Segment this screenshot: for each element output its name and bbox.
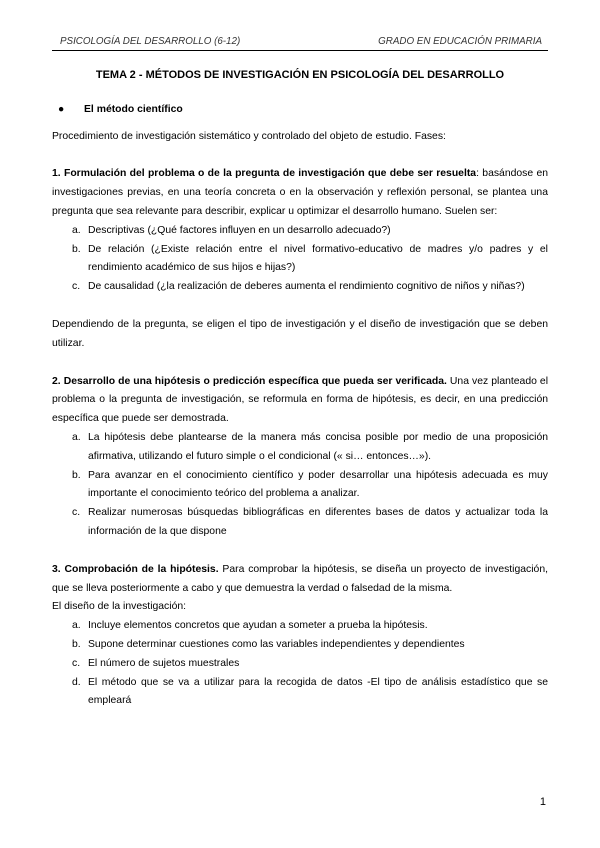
section2-list	[52, 429, 548, 542]
section1-after-paragraph: Dependiendo de la pregunta, se eligen el tipo de investigación y el diseño de investigación que se deben utilizar.	[52, 318, 548, 349]
section2-text: Una vez planteado el problema o la pregunta de investigación, se reformula en forma de hipótesis, es decir, en una predicción específica que puede ser demostrada.	[52, 375, 548, 425]
bullet-heading-text: El método científico	[84, 103, 183, 115]
section2-heading: 2. Desarrollo de una hipótesis o predicción específica que pueda ser verificada.	[52, 375, 447, 387]
list-item-text: Realizar numerosas búsquedas bibliográficas en diferentes bases de datos y actualizar toda la información de la que dispone	[88, 507, 548, 537]
list-item	[52, 241, 548, 279]
list-item-text: Descriptivas (¿Qué factores influyen en un desarrollo adecuado?)	[88, 224, 391, 236]
document-title: TEMA 2 - MÉTODOS DE INVESTIGACIÓN EN PSICOLOGÍA DEL DESARROLLO	[95, 69, 505, 81]
section1-text: : basándose en investigaciones previas, en una teoría concreta o en la observación y reflexión personal, se plantea una pregunta que sea relevante para describir, explicar u optimizar el desarrollo humano. Suelen ser:	[52, 168, 548, 217]
section1-list	[52, 222, 548, 297]
list-item	[52, 655, 548, 674]
list-marker: c.	[72, 507, 81, 519]
list-item-text: Para avanzar en el conocimiento científico y poder desarrollar una hipótesis adecuada es muy importante el conocimiento teórico del problema a analizar.	[88, 469, 548, 500]
section3-line2: El diseño de la investigación:	[52, 601, 187, 613]
list-marker: c.	[72, 281, 81, 293]
list-item	[52, 278, 548, 297]
list-item-text: De relación (¿Existe relación entre el nivel formativo-educativo de madres y/o padres y el rendimiento académico de sus hijos e hijas?)	[88, 243, 548, 274]
list-item-text: El número de sujetos muestrales	[88, 657, 240, 669]
section3-paragraph	[52, 561, 548, 599]
list-marker: a.	[72, 431, 81, 443]
list-marker: b.	[72, 469, 81, 481]
list-item	[52, 429, 548, 467]
page-header	[52, 34, 548, 51]
section3-list	[52, 617, 548, 711]
list-marker: d.	[72, 676, 81, 688]
intro-paragraph: Procedimiento de investigación sistemático y controlado del objeto de estudio. Fases:	[52, 130, 446, 142]
section1-heading: 1. Formulación del problema o de la pregunta de investigación que debe ser resuelta	[52, 168, 477, 180]
section2-paragraph	[52, 373, 548, 429]
section3-heading: 3. Comprobación de la hipótesis.	[52, 563, 219, 575]
list-item-text: El método que se va a utilizar para la recogida de datos -El tipo de análisis estadístico que se empleará	[88, 676, 548, 707]
list-item	[52, 467, 548, 505]
list-item-text: De causalidad (¿la realización de deberes aumenta el rendimiento cognitivo de niños y niñas?)	[88, 281, 525, 293]
bullet-dot-icon: ●	[58, 103, 65, 115]
header-degree: GRADO EN EDUCACIÓN PRIMARIA	[378, 36, 542, 47]
list-item	[52, 636, 548, 655]
list-item	[52, 222, 548, 241]
page-number: 1	[539, 796, 546, 808]
section1-paragraph	[52, 165, 548, 221]
list-marker: b.	[72, 243, 81, 255]
bullet-heading	[52, 101, 548, 120]
list-marker: a.	[72, 620, 81, 632]
list-marker: a.	[72, 224, 81, 236]
document-body	[52, 66, 548, 711]
list-item-text: Supone determinar cuestiones como las variables independientes y dependientes	[88, 638, 465, 650]
list-item-text: La hipótesis debe plantearse de la manera más concisa posible por medio de una proposición afirmativa, utilizando el futuro simple o el condicional (« si… entonces…»).	[88, 431, 548, 462]
header-course: PSICOLOGÍA DEL DESARROLLO (6-12)	[60, 36, 241, 47]
section3-text: Para comprobar la hipótesis, se diseña un proyecto de investigación, que se lleva posteriormente a cabo y que demuestra la verdad o falsedad de la misma.	[52, 563, 548, 594]
list-item	[52, 674, 548, 712]
list-marker: c.	[72, 657, 81, 669]
list-item	[52, 504, 548, 542]
list-item-text: Incluye elementos concretos que ayudan a someter a prueba la hipótesis.	[88, 620, 428, 632]
list-marker: b.	[72, 638, 81, 650]
list-item	[52, 617, 548, 636]
